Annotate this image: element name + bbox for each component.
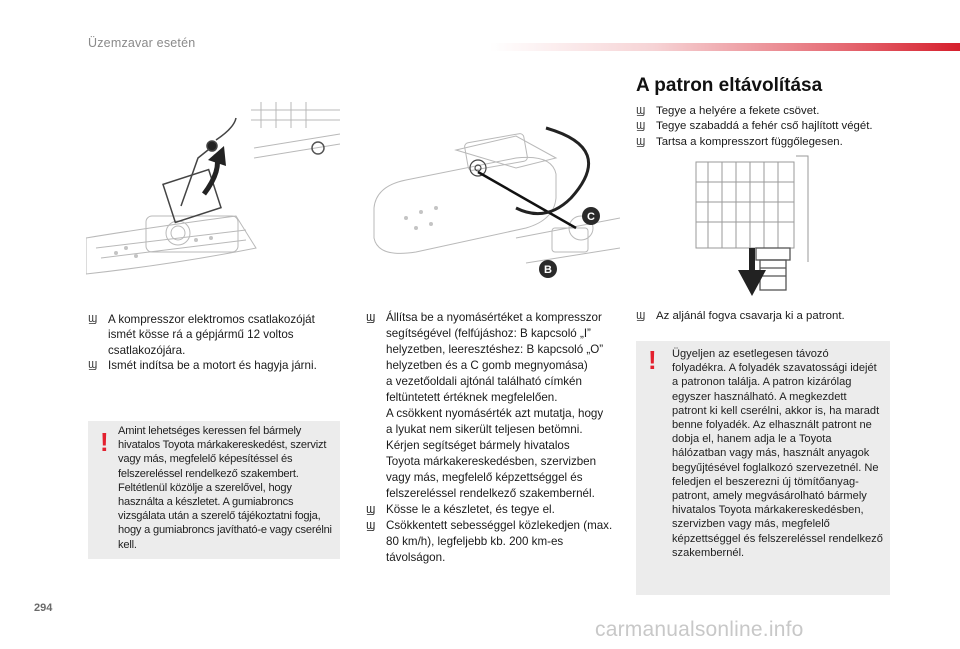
- page-number: 294: [34, 602, 53, 614]
- right-bullet-list: [636, 104, 906, 150]
- left-bullet-list: [88, 312, 338, 374]
- list-item: Ϣ Ismét indítsa be a motort és hagyja járni.: [88, 359, 317, 373]
- list-item: Ϣ Tartsa a kompresszort függőlegesen.: [636, 135, 906, 150]
- left-warning-text: Amint lehetséges keressen fel bármely hivatalos Toyota márkakereskedést, szervizt vagy más, megfelelő képesítéssel és felszereléssel rendelkező szakembert. Feltétlenül közölje a szerelővel, hogy használta a készletet. A gumiabroncs vizsgálata után a szerelő tájékoztatni fogja, hogy a gumiabroncs javítható-e vagy cserélni kell.: [118, 425, 332, 551]
- section-title: A patron eltávolítása: [636, 75, 823, 96]
- figure-label-c: C: [587, 211, 595, 223]
- para-line: Kérjen segítséget bármely hivatalos: [386, 439, 570, 452]
- list-item: Ϣ A kompresszor elektromos csatlakozóját ismét kösse rá a gépjármű 12 voltos csatlakozójára.: [88, 313, 315, 357]
- arrow-bullet-icon: Ϣ: [636, 135, 646, 148]
- para-line: felszereléssel rendelkező szakembernél.: [386, 487, 595, 500]
- bullet-line: Állítsa be a nyomásértéket a kompresszor: [386, 311, 602, 324]
- warning-icon: !: [648, 345, 657, 375]
- figure-compressor-plug: [86, 88, 340, 280]
- right-warning-text: Ügyeljen az esetlegesen távozó folyadékra. A folyadék szavatossági idejét a patronon találja. A patron kizárólag egyszer használható. A megkezdett patront ki kell cserélni, akkor is, ha maradt benne folyadék. Az elhasznált patront ne dobja el, hanem adja le a Toyota hálózatban vagy más, használt anyagok begyűjtésével foglalkozó szervezetnél. Ne feledjen el beszerezni új tömítőanyag-patront, amely megvásárolható bármely hivatalos Toyota márkakereskedésben, szervizben vagy más, megfelelő képzettséggel és felszereléssel rendelkező szakembernél.: [672, 348, 883, 559]
- bullet-line: helyzetben, leeresztéshez: B kapcsoló „O”: [386, 343, 604, 356]
- para-line: vagy más, megfelelő képzettséggel és: [386, 471, 583, 484]
- watermark-text: carmanualsonline.info: [595, 618, 804, 641]
- para-line: a lyukat nem sikerült teljesen betömni.: [386, 423, 583, 436]
- right-bullet-after-figure: [636, 309, 916, 324]
- bullet-line: a vezetőoldali ajtónál található címkén: [386, 375, 582, 388]
- arrow-bullet-icon: Ϣ: [636, 120, 646, 133]
- middle-bullet-1: [366, 310, 622, 502]
- figure-compressor-switches: [366, 88, 620, 280]
- bullet-line: feltüntetett értéknek megfelelően.: [386, 391, 558, 404]
- warning-icon: !: [100, 427, 109, 457]
- bullet-line: segítségével (felfújáshoz: B kapcsoló „I”: [386, 327, 591, 340]
- middle-column: [366, 310, 622, 566]
- right-warning-box: [636, 341, 890, 595]
- figure-cartridge-removal: [668, 152, 816, 300]
- bullet-line: helyzetben és a C gomb megnyomása): [386, 359, 588, 372]
- figure-label-b: B: [544, 264, 552, 276]
- left-warning-box: [88, 421, 340, 559]
- middle-bullet-3: Ϣ Csökkentett sebességgel közlekedjen (max. 80 km/h), legfeljebb kb. 200 km-es távolságon.: [366, 519, 613, 564]
- page-header-title: Üzemzavar esetén: [88, 36, 196, 50]
- arrow-bullet-icon: Ϣ: [636, 310, 646, 322]
- arrow-bullet-icon: Ϣ: [366, 504, 376, 516]
- list-item: Ϣ Tegye szabaddá a fehér cső hajlított végét.: [636, 119, 906, 134]
- list-item: Ϣ Tegye a helyére a fekete csövet.: [636, 104, 906, 119]
- arrow-bullet-icon: Ϣ: [636, 105, 646, 117]
- para-line: Toyota márkakereskedésben, szervizben: [386, 455, 597, 468]
- arrow-bullet-icon: Ϣ: [88, 313, 98, 325]
- arrow-bullet-icon: Ϣ: [366, 520, 376, 532]
- arrow-bullet-icon: Ϣ: [366, 312, 376, 324]
- list-item: Ϣ Az aljánál fogva csavarja ki a patront.: [636, 309, 916, 324]
- para-line: A csökkent nyomásérték azt mutatja, hogy: [386, 407, 604, 420]
- middle-bullet-2: Ϣ Kösse le a készletet, és tegye el.: [366, 503, 555, 516]
- header-accent-bar: [490, 43, 960, 51]
- arrow-bullet-icon: Ϣ: [88, 359, 98, 372]
